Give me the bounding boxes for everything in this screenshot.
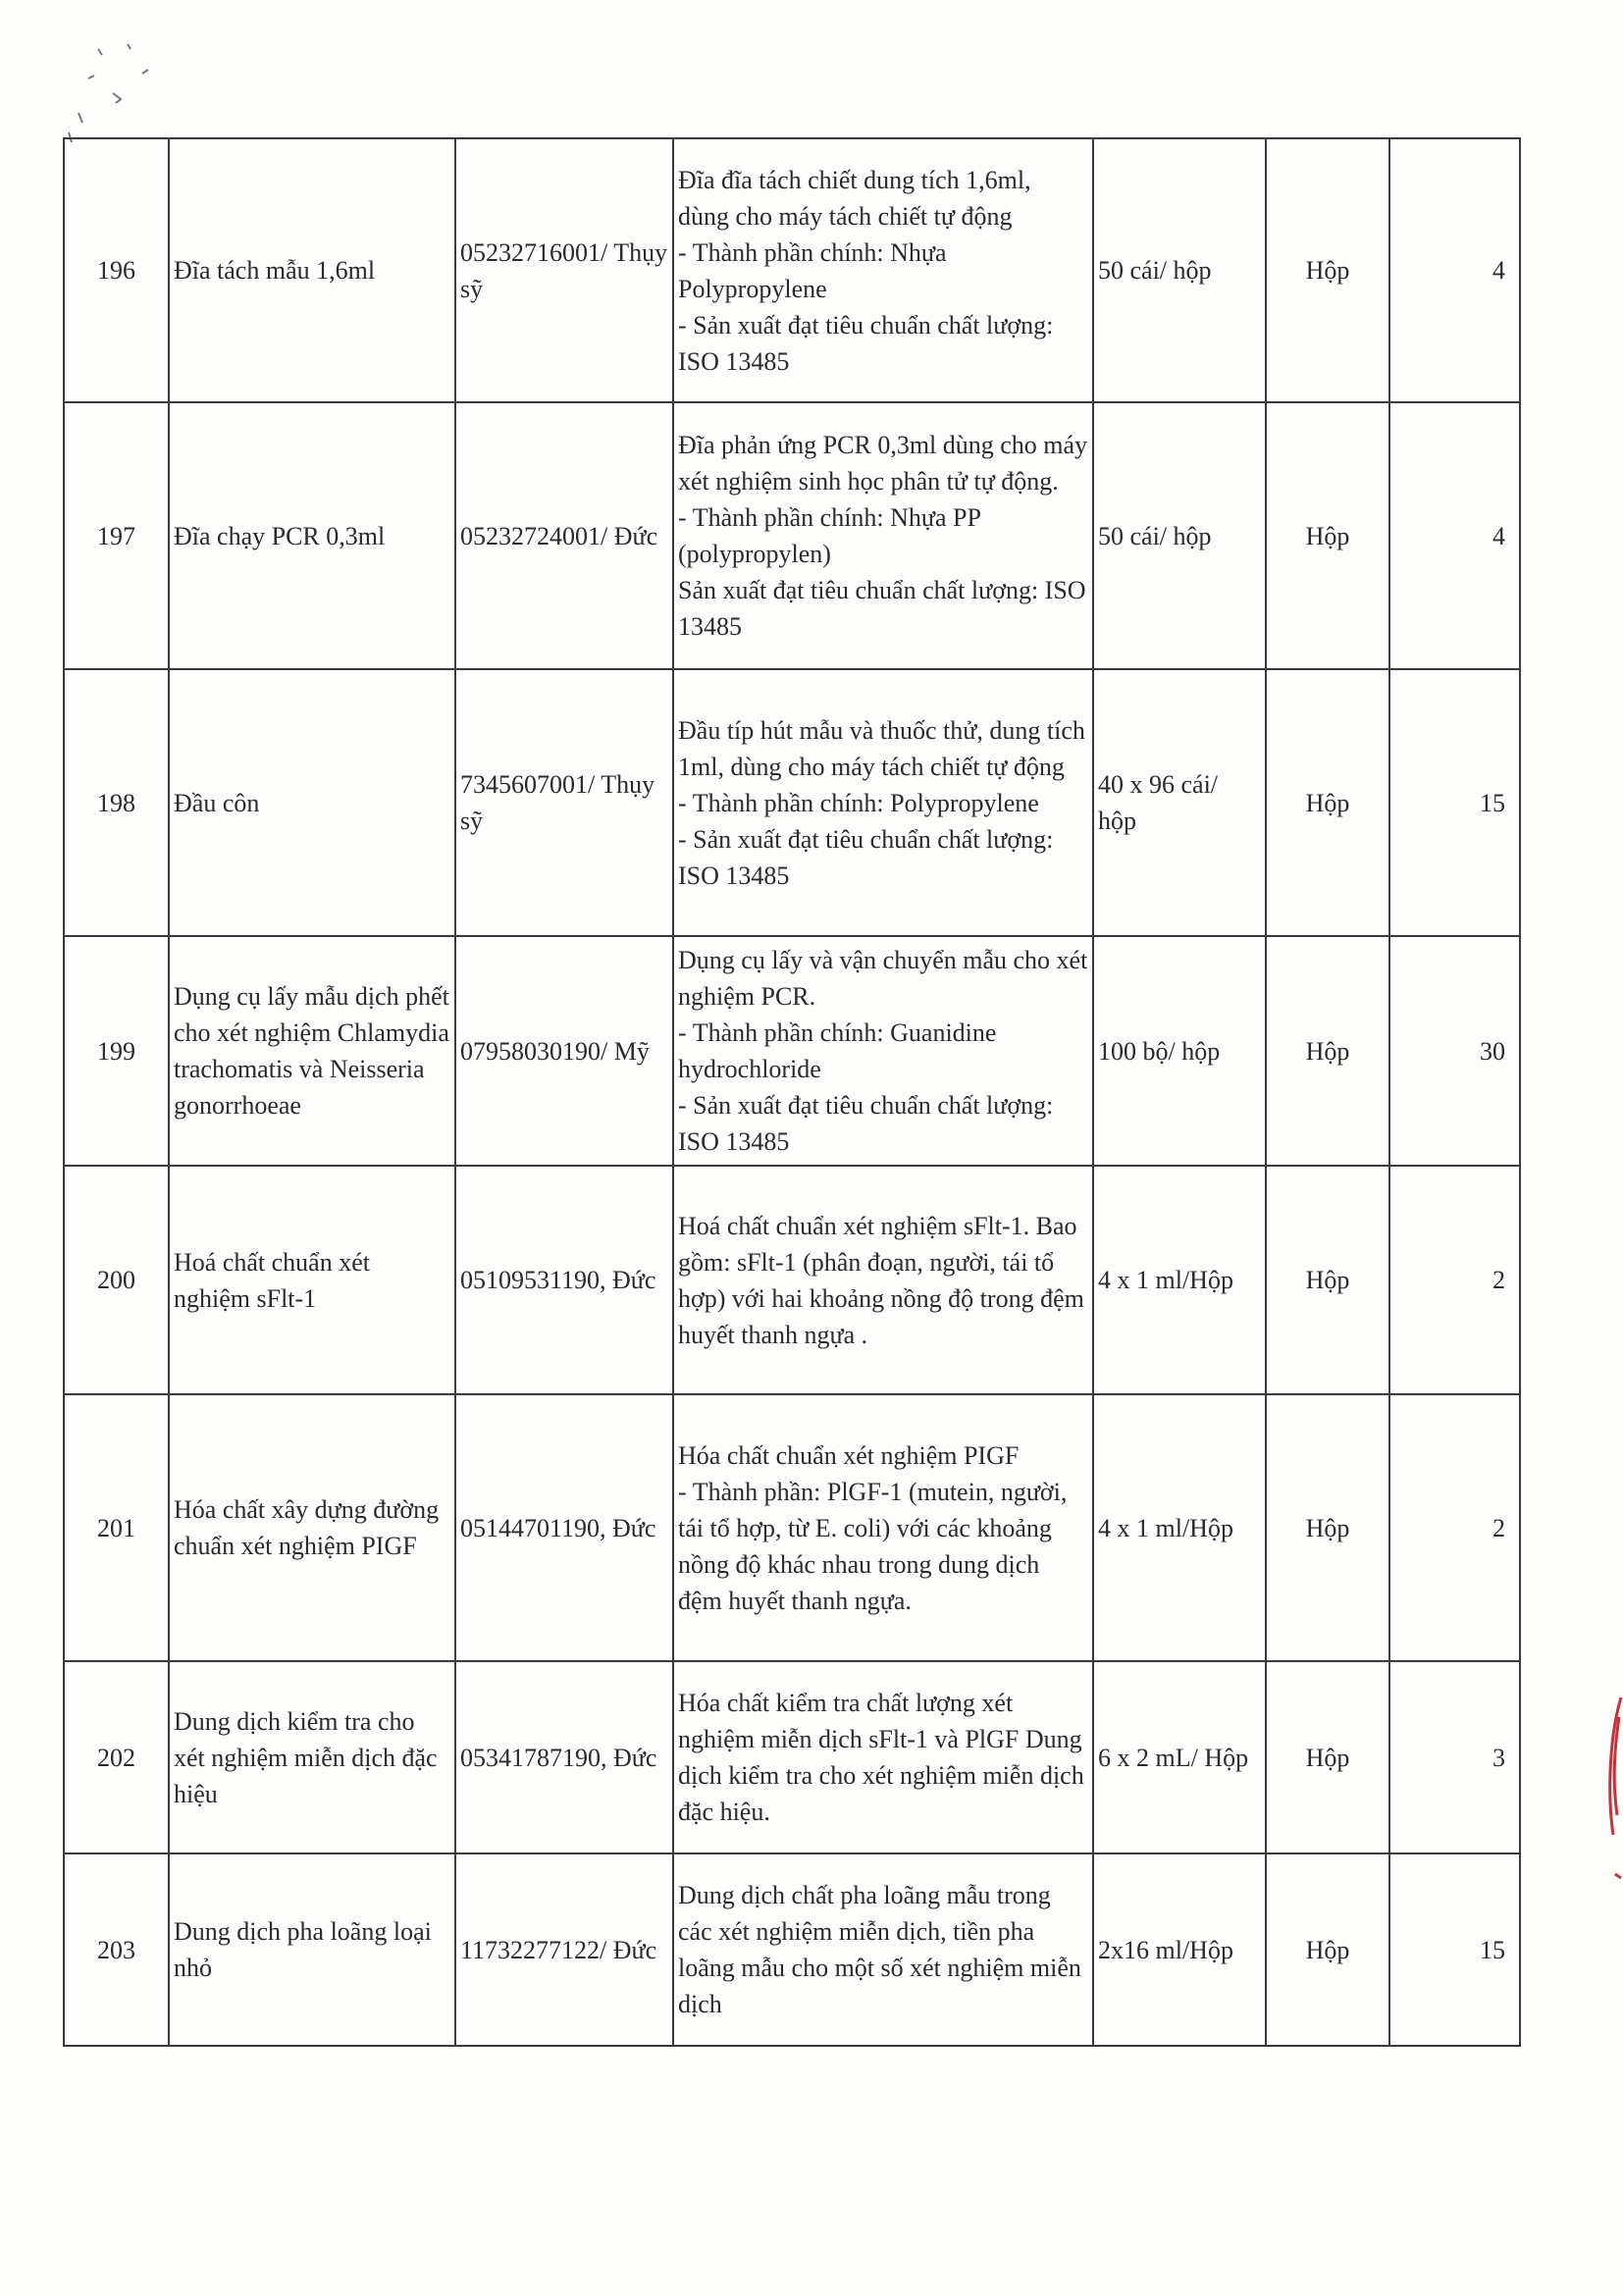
product-code-origin: 05144701190, Đức [455, 1394, 673, 1661]
description-line: - Thành phần: PlGF-1 (mutein, người, tái tổ hợp, từ E. coli) với các khoảng nồng độ khác nhau trong dung dịch đệm huyết thanh ngựa. [678, 1477, 1068, 1615]
quantity: 2 [1389, 1394, 1520, 1661]
description-line: - Thành phần chính: Nhựa PP (polypropylen) [678, 503, 981, 568]
row-number: 202 [64, 1661, 169, 1853]
unit: Hộp [1266, 1166, 1389, 1394]
description-line: - Thành phần chính: Polypropylene [678, 788, 1039, 817]
row-number: 198 [64, 669, 169, 936]
table-row [64, 1166, 1520, 1394]
description-line: - Thành phần chính: Guanidine hydrochloride [678, 1018, 997, 1083]
product-table [63, 137, 1521, 2047]
product-code-origin: 05232724001/ Đức [455, 402, 673, 669]
description-line: - Sản xuất đạt tiêu chuẩn chất lượng: ISO 13485 [678, 1091, 1054, 1156]
quantity: 3 [1389, 1661, 1520, 1853]
description-line: Hóa chất kiểm tra chất lượng xét nghiệm miễn dịch sFlt-1 và PlGF Dung dịch kiểm tra cho xét nghiệm miễn dịch đặc hiệu. [678, 1689, 1084, 1826]
unit: Hộp [1266, 669, 1389, 936]
description-line: - Sản xuất đạt tiêu chuẩn chất lượng: ISO 13485 [678, 824, 1054, 890]
unit: Hộp [1266, 138, 1389, 402]
table-row [64, 936, 1520, 1166]
product-name: Dụng cụ lấy mẫu dịch phết cho xét nghiệm Chlamydia trachomatis và Neisseria gonorrhoeae [169, 936, 455, 1166]
product-name: Đầu côn [169, 669, 455, 936]
product-name: Hoá chất chuẩn xét nghiệm sFlt-1 [169, 1166, 455, 1394]
row-number: 200 [64, 1166, 169, 1394]
table-row [64, 138, 1520, 402]
product-name: Đĩa chạy PCR 0,3ml [169, 402, 455, 669]
unit: Hộp [1266, 1394, 1389, 1661]
table-row [64, 669, 1520, 936]
table-row [64, 1394, 1520, 1661]
product-code-origin: 7345607001/ Thụy sỹ [455, 669, 673, 936]
quantity: 2 [1389, 1166, 1520, 1394]
product-description [673, 138, 1093, 402]
row-number: 203 [64, 1853, 169, 2046]
description-line: Dụng cụ lấy và vận chuyển mẫu cho xét nghiệm PCR. [678, 946, 1088, 1011]
product-code-origin: 05341787190, Đức [455, 1661, 673, 1853]
description-line: Đĩa phản ứng PCR 0,3ml dùng cho máy xét nghiệm sinh học phân tử tự động. [678, 431, 1088, 496]
packing-spec: 50 cái/ hộp [1093, 138, 1266, 402]
quantity: 15 [1389, 1853, 1520, 2046]
product-description [673, 402, 1093, 669]
unit: Hộp [1266, 402, 1389, 669]
quantity: 30 [1389, 936, 1520, 1166]
unit: Hộp [1266, 1853, 1389, 2046]
unit: Hộp [1266, 936, 1389, 1166]
description-line: Đĩa đĩa tách chiết dung tích 1,6ml, dùng cho máy tách chiết tự động [678, 165, 1031, 231]
product-description [673, 1661, 1093, 1853]
quantity: 15 [1389, 669, 1520, 936]
product-description [673, 936, 1093, 1166]
product-code-origin: 07958030190/ Mỹ [455, 936, 673, 1166]
product-name: Hóa chất xây dựng đường chuẩn xét nghiệm PIGF [169, 1394, 455, 1661]
packing-spec: 6 x 2 mL/ Hộp [1093, 1661, 1266, 1853]
description-line: - Sản xuất đạt tiêu chuẩn chất lượng: ISO 13485 [678, 310, 1054, 376]
row-number: 201 [64, 1394, 169, 1661]
packing-spec: 100 bộ/ hộp [1093, 936, 1266, 1166]
packing-spec: 4 x 1 ml/Hộp [1093, 1394, 1266, 1661]
description-line: Dung dịch chất pha loãng mẫu trong các xét nghiệm miễn dịch, tiền pha loãng mẫu cho một số xét nghiệm miễn dịch [678, 1881, 1081, 2018]
product-code-origin: 05232716001/ Thụy sỹ [455, 138, 673, 402]
table-row [64, 1853, 1520, 2046]
product-code-origin: 11732277122/ Đức [455, 1853, 673, 2046]
product-name: Dung dịch pha loãng loại nhỏ [169, 1853, 455, 2046]
product-name: Đĩa tách mẫu 1,6ml [169, 138, 455, 402]
product-name: Dung dịch kiểm tra cho xét nghiệm miễn dịch đặc hiệu [169, 1661, 455, 1853]
description-line: Hoá chất chuẩn xét nghiệm sFlt-1. Bao gồm: sFlt-1 (phân đoạn, người, tái tổ hợp) với hai khoảng nồng độ trong đệm huyết thanh ngựa . [678, 1211, 1084, 1349]
description-line: Đầu típ hút mẫu và thuốc thử, dung tích 1ml, dùng cho máy tách chiết tự động [678, 715, 1085, 781]
description-line: Hóa chất chuẩn xét nghiệm PIGF [678, 1440, 1020, 1470]
product-code-origin: 05109531190, Đức [455, 1166, 673, 1394]
packing-spec: 50 cái/ hộp [1093, 402, 1266, 669]
quantity: 4 [1389, 138, 1520, 402]
row-number: 199 [64, 936, 169, 1166]
description-line: - Thành phần chính: Nhựa Polypropylene [678, 237, 947, 303]
row-number: 197 [64, 402, 169, 669]
packing-spec: 4 x 1 ml/Hộp [1093, 1166, 1266, 1394]
product-description [673, 1166, 1093, 1394]
product-description [673, 1394, 1093, 1661]
packing-spec: 2x16 ml/Hộp [1093, 1853, 1266, 2046]
description-line: Sản xuất đạt tiêu chuẩn chất lượng: ISO 13485 [678, 576, 1086, 641]
unit: Hộp [1266, 1661, 1389, 1853]
table-row [64, 402, 1520, 669]
row-number: 196 [64, 138, 169, 402]
product-description [673, 669, 1093, 936]
table-row [64, 1661, 1520, 1853]
packing-spec: 40 x 96 cái/ hộp [1093, 669, 1266, 936]
red-stamp-fragment [1605, 1688, 1623, 1904]
product-description [673, 1853, 1093, 2046]
quantity: 4 [1389, 402, 1520, 669]
